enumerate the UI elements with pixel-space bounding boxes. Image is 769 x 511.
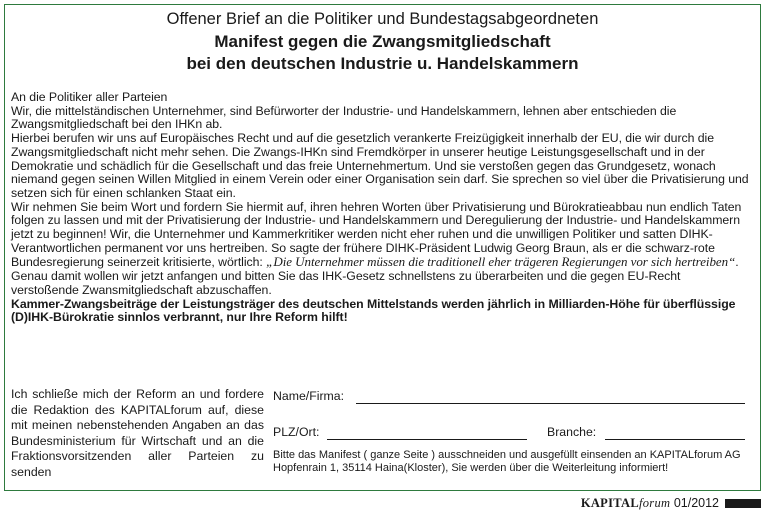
paragraph-3-end: . Genau damit wollen wir jetzt anfangen und bitten Sie das IHK-Gesetz schnellstens zu überarbeiten und die gegen EU-Recht verstoßende Zwansmitgliedschaft abzuschaffen. — [11, 255, 739, 297]
branche-label: Branche: — [547, 425, 597, 439]
branche-field[interactable] — [605, 439, 745, 440]
paragraph-2: Hierbei berufen wir uns auf Europäisches Recht und auf die gesetzlich verankerte Freizügigkeit innerhalb der EU, die wir durch die Zwangsmitgliedschaft nicht mehr sehen. Die Zwangs-IHKn sind Fremdkörper in unserer heutige Leistungsgesellschaft und in der Demokratie und schädlich für die Gesellschaft und das freie Unternehmertum. Und sie verstoßen gegen das Grundgesetz, wonach niemand gegen seinen Willen Mitglied in einem Verein oder einer Organisation sein darf. Sie sprechen so viel über die Privatisierung und setzen sich für einen schlanken Staat ein. — [11, 131, 749, 200]
support-statement: Ich schließe mich der Reform an und fordere die Redaktion des KAPITALforum auf, diese mit meinen nebenstehenden Angaben an das Bundesministerium für Wirtschaft und an die Fraktionsvorsitzenden aller Parteien zu senden — [11, 387, 264, 479]
instructions-line-1: Bitte das Manifest ( ganze Seite ) ausschneiden und ausgefüllt einsenden an KAPITALforum AG — [273, 449, 741, 461]
manifest-frame — [4, 4, 761, 491]
brand-name-italic: forum — [638, 496, 671, 510]
issue-number: 01/2012 — [673, 496, 719, 510]
name-label: Name/Firma: — [273, 389, 345, 403]
page-footer — [581, 496, 719, 511]
paragraph-3 — [11, 201, 749, 298]
manifest-title-line1: Manifest gegen die Zwangsmitgliedschaft — [214, 32, 551, 51]
brand-name: KAPITAL — [580, 496, 639, 510]
paragraph-3-start: Wir nehmen Sie beim Wort und fordern Sie hiermit auf, ihren hehren Worten über Privatisierung und Bürokratieabbau nun endlich Taten folgen zu lassen und mit der Privatisierung der Industrie- und Handelskammern und Deregulierung der Industrie- und Handelskammern jetzt zu beginnen! Wir, die Unternehmer und Kammerkritiker werden nicht eher ruhen und die unwilligen Politiker und satten DIHK-Verantwortlichen permanent vor uns hertreiben. So sagte der frühere DIHK-Präsident Ludwig Georg Braun, als er die schwarz-rote Bundesregierung seinerzeit kritisierte, wörtlich: — [11, 199, 742, 270]
manifest-title-line2: bei den deutschen Industrie u. Handelskammern — [186, 54, 579, 73]
braun-quote: „Die Unternehmer müssen die traditionell eher trägeren Regierungen vor sich hertreiben“ — [266, 254, 736, 270]
paragraph-1: Wir, die mittelständischen Unternehmer, sind Befürworter der Industrie- und Handelskammern, lehnen aber entschieden die Zwangsmitgliedschaft bei den IHKn ab. — [11, 103, 677, 132]
letter-body — [11, 91, 749, 325]
page-number-box — [725, 499, 761, 508]
subtitle-open-letter: Offener Brief an die Politiker und Bundestagsabgeordneten — [166, 10, 599, 28]
salutation: An die Politiker aller Parteien — [11, 90, 168, 104]
plz-field[interactable] — [327, 439, 527, 440]
mailing-instructions — [273, 449, 753, 474]
name-field[interactable] — [356, 403, 745, 404]
instructions-line-2: Hopfenrain 1, 35114 Haina(Kloster), Sie werden über die Weiterleitung informiert! — [273, 461, 669, 474]
bold-claim: Kammer-Zwangsbeiträge der Leistungsträger des deutschen Mittelstands werden jährlich in Milliarden-Höhe für überflüssige (D)IHK-Bürokratie sinnlos verbrannt, nur Ihre Reform hilft! — [11, 296, 736, 325]
plz-label: PLZ/Ort: — [273, 425, 320, 439]
